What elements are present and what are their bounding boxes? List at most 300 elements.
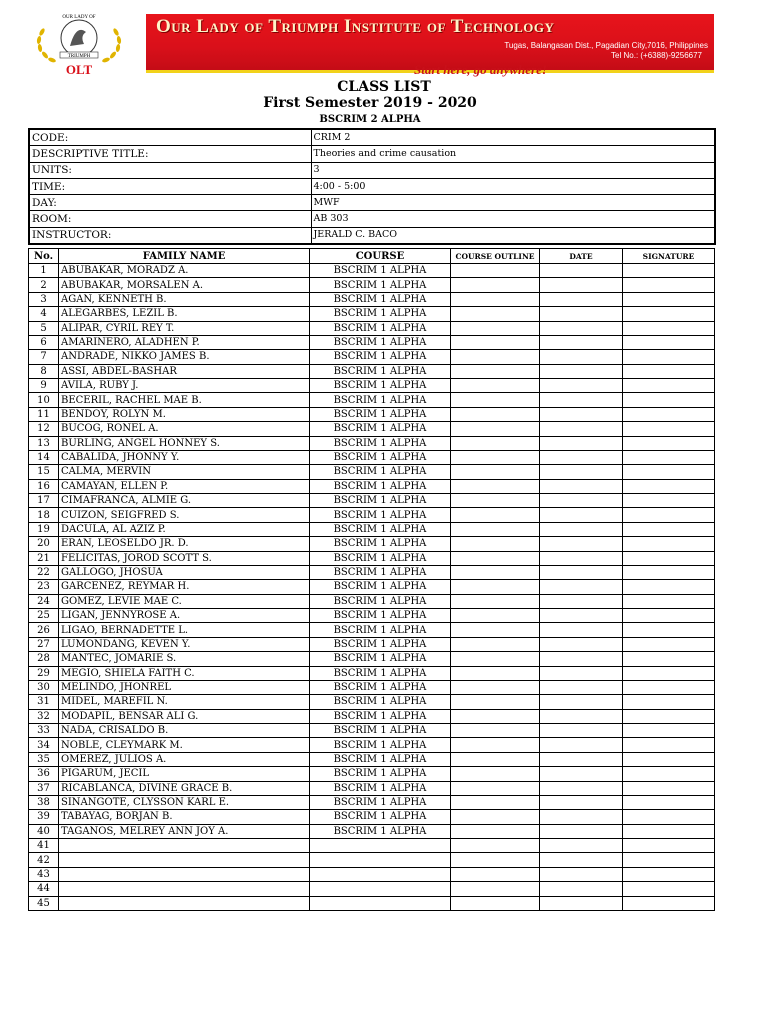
info-label: DAY: xyxy=(29,195,311,211)
table-row xyxy=(29,264,715,278)
date-cell xyxy=(540,839,623,853)
course-outline-cell xyxy=(451,436,540,450)
row-number: 14 xyxy=(29,450,59,464)
date-cell xyxy=(540,652,623,666)
student-course: BSCRIM 1 ALPHA xyxy=(310,580,451,594)
row-number: 37 xyxy=(29,781,59,795)
course-outline-cell xyxy=(451,321,540,335)
student-name: ABUBAKAR, MORSALEN A. xyxy=(59,278,310,292)
student-name: AGAN, KENNETH B. xyxy=(59,292,310,306)
course-outline-cell xyxy=(451,882,540,896)
table-row xyxy=(29,666,715,680)
course-outline-cell xyxy=(451,680,540,694)
student-course: BSCRIM 1 ALPHA xyxy=(310,594,451,608)
signature-cell xyxy=(623,623,715,637)
signature-cell xyxy=(623,680,715,694)
student-name: MELINDO, JHONREL xyxy=(59,680,310,694)
date-cell xyxy=(540,436,623,450)
row-number: 44 xyxy=(29,882,59,896)
info-label: DESCRIPTIVE TITLE: xyxy=(29,146,311,162)
signature-cell xyxy=(623,508,715,522)
row-number: 30 xyxy=(29,680,59,694)
info-label: TIME: xyxy=(29,178,311,194)
signature-cell xyxy=(623,321,715,335)
course-outline-cell xyxy=(451,407,540,421)
row-number: 27 xyxy=(29,637,59,651)
student-name: TAGANOS, MELREY ANN JOY A. xyxy=(59,824,310,838)
document-title: CLASS LIST xyxy=(337,79,431,95)
student-course: BSCRIM 1 ALPHA xyxy=(310,652,451,666)
table-row xyxy=(29,767,715,781)
date-cell xyxy=(540,364,623,378)
signature-cell xyxy=(623,436,715,450)
date-cell xyxy=(540,867,623,881)
student-course xyxy=(310,896,451,910)
school-banner xyxy=(28,10,714,78)
table-row xyxy=(29,738,715,752)
student-course: BSCRIM 1 ALPHA xyxy=(310,407,451,421)
row-number: 19 xyxy=(29,522,59,536)
course-outline-cell xyxy=(451,738,540,752)
student-name xyxy=(59,867,310,881)
row-number: 26 xyxy=(29,623,59,637)
course-outline-cell xyxy=(451,450,540,464)
student-course: BSCRIM 1 ALPHA xyxy=(310,565,451,579)
table-row xyxy=(29,680,715,694)
date-cell xyxy=(540,695,623,709)
date-cell xyxy=(540,709,623,723)
student-course: BSCRIM 1 ALPHA xyxy=(310,494,451,508)
course-outline-cell xyxy=(451,594,540,608)
course-outline-cell xyxy=(451,795,540,809)
signature-cell xyxy=(623,738,715,752)
signature-cell xyxy=(623,853,715,867)
student-name: FELICITAS, JOROD SCOTT S. xyxy=(59,551,310,565)
row-number: 6 xyxy=(29,335,59,349)
course-outline-cell xyxy=(451,307,540,321)
signature-cell xyxy=(623,609,715,623)
course-outline-cell xyxy=(451,810,540,824)
student-course: BSCRIM 1 ALPHA xyxy=(310,508,451,522)
table-row xyxy=(29,594,715,608)
student-name: CAMAYAN, ELLEN P. xyxy=(59,479,310,493)
student-name: GOMEZ, LEVIE MAE C. xyxy=(59,594,310,608)
course-outline-cell xyxy=(451,364,540,378)
table-row xyxy=(29,781,715,795)
date-cell xyxy=(540,824,623,838)
school-logo xyxy=(28,10,140,78)
course-info-table xyxy=(28,128,716,245)
table-row xyxy=(29,494,715,508)
row-number: 10 xyxy=(29,393,59,407)
table-row xyxy=(29,450,715,464)
table-row xyxy=(29,335,715,349)
info-row xyxy=(29,195,715,211)
table-row xyxy=(29,465,715,479)
course-outline-cell xyxy=(451,508,540,522)
info-value: JERALD C. BACO xyxy=(311,227,715,244)
course-outline-cell xyxy=(451,278,540,292)
course-outline-cell xyxy=(451,264,540,278)
signature-cell xyxy=(623,752,715,766)
student-course: BSCRIM 1 ALPHA xyxy=(310,695,451,709)
student-course xyxy=(310,867,451,881)
row-number: 32 xyxy=(29,709,59,723)
student-course: BSCRIM 1 ALPHA xyxy=(310,551,451,565)
header-course-outline: COURSE OUTLINE xyxy=(451,249,540,264)
course-outline-cell xyxy=(451,479,540,493)
student-course: BSCRIM 1 ALPHA xyxy=(310,522,451,536)
info-row xyxy=(29,211,715,227)
signature-cell xyxy=(623,882,715,896)
header-signature: SIGNATURE xyxy=(623,249,715,264)
signature-cell xyxy=(623,839,715,853)
table-row xyxy=(29,609,715,623)
date-cell xyxy=(540,565,623,579)
course-outline-cell xyxy=(451,652,540,666)
course-outline-cell xyxy=(451,465,540,479)
course-outline-cell xyxy=(451,695,540,709)
date-cell xyxy=(540,321,623,335)
signature-cell xyxy=(623,637,715,651)
row-number: 35 xyxy=(29,752,59,766)
student-name: ERAN, LEOSELDO JR. D. xyxy=(59,537,310,551)
table-row xyxy=(29,882,715,896)
student-course: BSCRIM 1 ALPHA xyxy=(310,436,451,450)
date-cell xyxy=(540,666,623,680)
row-number: 13 xyxy=(29,436,59,450)
student-course xyxy=(310,882,451,896)
student-name: MODAPIL, BENSAR ALI G. xyxy=(59,709,310,723)
student-name: CIMAFRANCA, ALMIE G. xyxy=(59,494,310,508)
student-course: BSCRIM 1 ALPHA xyxy=(310,379,451,393)
row-number: 34 xyxy=(29,738,59,752)
date-cell xyxy=(540,292,623,306)
row-number: 9 xyxy=(29,379,59,393)
date-cell xyxy=(540,724,623,738)
date-cell xyxy=(540,795,623,809)
row-number: 17 xyxy=(29,494,59,508)
table-row xyxy=(29,436,715,450)
row-number: 7 xyxy=(29,350,59,364)
row-number: 11 xyxy=(29,407,59,421)
signature-cell xyxy=(623,724,715,738)
course-outline-cell xyxy=(451,752,540,766)
row-number: 2 xyxy=(29,278,59,292)
student-name: GARCENEZ, REYMAR H. xyxy=(59,580,310,594)
row-number: 36 xyxy=(29,767,59,781)
student-name: MEGIO, SHIELA FAITH C. xyxy=(59,666,310,680)
info-value: MWF xyxy=(311,195,715,211)
student-course: BSCRIM 1 ALPHA xyxy=(310,810,451,824)
info-label: CODE: xyxy=(29,129,311,146)
header-course: COURSE xyxy=(310,249,451,264)
signature-cell xyxy=(623,580,715,594)
logo-text: OLT xyxy=(65,62,93,77)
student-name: ASSI, ABDEL-BASHAR xyxy=(59,364,310,378)
student-course: BSCRIM 1 ALPHA xyxy=(310,292,451,306)
school-name: Our Lady of Triumph Institute of Technology xyxy=(156,16,555,37)
student-course: BSCRIM 1 ALPHA xyxy=(310,623,451,637)
info-label: INSTRUCTOR: xyxy=(29,227,311,244)
course-outline-cell xyxy=(451,896,540,910)
student-course: BSCRIM 1 ALPHA xyxy=(310,680,451,694)
course-outline-cell xyxy=(451,767,540,781)
signature-cell xyxy=(623,307,715,321)
date-cell xyxy=(540,508,623,522)
student-course: BSCRIM 1 ALPHA xyxy=(310,307,451,321)
course-outline-cell xyxy=(451,853,540,867)
info-row xyxy=(29,227,715,244)
student-course: BSCRIM 1 ALPHA xyxy=(310,465,451,479)
table-row xyxy=(29,522,715,536)
row-number: 23 xyxy=(29,580,59,594)
row-number: 39 xyxy=(29,810,59,824)
student-course: BSCRIM 1 ALPHA xyxy=(310,350,451,364)
student-name: SINANGOTE, CLYSSON KARL E. xyxy=(59,795,310,809)
student-name: NOBLE, CLEYMARK M. xyxy=(59,738,310,752)
student-course: BSCRIM 1 ALPHA xyxy=(310,393,451,407)
row-number: 29 xyxy=(29,666,59,680)
table-row xyxy=(29,853,715,867)
date-cell xyxy=(540,594,623,608)
date-cell xyxy=(540,537,623,551)
table-row xyxy=(29,321,715,335)
student-name: BECERIL, RACHEL MAE B. xyxy=(59,393,310,407)
student-name: ANDRADE, NIKKO JAMES B. xyxy=(59,350,310,364)
student-course: BSCRIM 1 ALPHA xyxy=(310,767,451,781)
signature-cell xyxy=(623,278,715,292)
course-outline-cell xyxy=(451,350,540,364)
course-outline-cell xyxy=(451,709,540,723)
date-cell xyxy=(540,350,623,364)
date-cell xyxy=(540,479,623,493)
student-name xyxy=(59,853,310,867)
signature-cell xyxy=(623,407,715,421)
student-name: CALMA, MERVIN xyxy=(59,465,310,479)
date-cell xyxy=(540,379,623,393)
student-course: BSCRIM 1 ALPHA xyxy=(310,537,451,551)
header-no: No. xyxy=(29,249,59,264)
signature-cell xyxy=(623,364,715,378)
signature-cell xyxy=(623,594,715,608)
signature-cell xyxy=(623,824,715,838)
row-number: 28 xyxy=(29,652,59,666)
student-name: BURLING, ANGEL HONNEY S. xyxy=(59,436,310,450)
student-name: AVILA, RUBY J. xyxy=(59,379,310,393)
date-cell xyxy=(540,810,623,824)
student-course: BSCRIM 1 ALPHA xyxy=(310,824,451,838)
row-number: 45 xyxy=(29,896,59,910)
table-row xyxy=(29,350,715,364)
student-course: BSCRIM 1 ALPHA xyxy=(310,709,451,723)
student-name: BUCOG, RONEL A. xyxy=(59,422,310,436)
student-name xyxy=(59,839,310,853)
table-row xyxy=(29,724,715,738)
student-name: RICABLANCA, DIVINE GRACE B. xyxy=(59,781,310,795)
student-course: BSCRIM 1 ALPHA xyxy=(310,321,451,335)
student-name: ALEGARBES, LEZIL B. xyxy=(59,307,310,321)
student-course: BSCRIM 1 ALPHA xyxy=(310,637,451,651)
table-row xyxy=(29,479,715,493)
course-outline-cell xyxy=(451,666,540,680)
signature-cell xyxy=(623,264,715,278)
row-number: 16 xyxy=(29,479,59,493)
student-name: TABAYAG, BORJAN B. xyxy=(59,810,310,824)
table-row xyxy=(29,695,715,709)
row-number: 42 xyxy=(29,853,59,867)
info-label: ROOM: xyxy=(29,211,311,227)
student-course: BSCRIM 1 ALPHA xyxy=(310,781,451,795)
course-outline-cell xyxy=(451,824,540,838)
date-cell xyxy=(540,422,623,436)
row-number: 5 xyxy=(29,321,59,335)
table-row xyxy=(29,896,715,910)
info-row xyxy=(29,162,715,178)
school-address: Tugas, Balangasan Dist., Pagadian City,7016, Philippines xyxy=(504,41,708,50)
signature-cell xyxy=(623,450,715,464)
date-cell xyxy=(540,853,623,867)
student-name xyxy=(59,896,310,910)
date-cell xyxy=(540,522,623,536)
row-number: 41 xyxy=(29,839,59,853)
class-list-table xyxy=(28,248,715,911)
row-number: 31 xyxy=(29,695,59,709)
course-outline-cell xyxy=(451,724,540,738)
row-number: 20 xyxy=(29,537,59,551)
date-cell xyxy=(540,465,623,479)
signature-cell xyxy=(623,896,715,910)
date-cell xyxy=(540,393,623,407)
student-name xyxy=(59,882,310,896)
signature-cell xyxy=(623,666,715,680)
student-course: BSCRIM 1 ALPHA xyxy=(310,364,451,378)
course-outline-cell xyxy=(451,867,540,881)
date-cell xyxy=(540,307,623,321)
date-cell xyxy=(540,450,623,464)
row-number: 43 xyxy=(29,867,59,881)
student-course: BSCRIM 1 ALPHA xyxy=(310,335,451,349)
course-outline-cell xyxy=(451,537,540,551)
row-number: 38 xyxy=(29,795,59,809)
table-row xyxy=(29,623,715,637)
info-label: UNITS: xyxy=(29,162,311,178)
table-row xyxy=(29,637,715,651)
signature-cell xyxy=(623,709,715,723)
table-row xyxy=(29,307,715,321)
row-number: 24 xyxy=(29,594,59,608)
student-course: BSCRIM 1 ALPHA xyxy=(310,450,451,464)
signature-cell xyxy=(623,810,715,824)
row-number: 1 xyxy=(29,264,59,278)
course-outline-cell xyxy=(451,623,540,637)
logo-banner-text: TRIUMPH xyxy=(67,54,91,59)
date-cell xyxy=(540,738,623,752)
signature-cell xyxy=(623,767,715,781)
student-course: BSCRIM 1 ALPHA xyxy=(310,479,451,493)
date-cell xyxy=(540,637,623,651)
row-number: 18 xyxy=(29,508,59,522)
student-name: ALIPAR, CYRIL REY T. xyxy=(59,321,310,335)
signature-cell xyxy=(623,465,715,479)
student-name: OMEREZ, JULIOS A. xyxy=(59,752,310,766)
table-row xyxy=(29,551,715,565)
info-value: CRIM 2 xyxy=(311,129,715,146)
course-outline-cell xyxy=(451,494,540,508)
row-number: 40 xyxy=(29,824,59,838)
table-row xyxy=(29,364,715,378)
table-row xyxy=(29,709,715,723)
date-cell xyxy=(540,407,623,421)
signature-cell xyxy=(623,335,715,349)
table-row xyxy=(29,652,715,666)
header-date: DATE xyxy=(540,249,623,264)
date-cell xyxy=(540,752,623,766)
row-number: 33 xyxy=(29,724,59,738)
table-row xyxy=(29,839,715,853)
student-course: BSCRIM 1 ALPHA xyxy=(310,278,451,292)
semester-title: First Semester 2019 - 2020 xyxy=(263,95,477,111)
signature-cell xyxy=(623,652,715,666)
signature-cell xyxy=(623,292,715,306)
student-name: MIDEL, MAREFIL N. xyxy=(59,695,310,709)
course-outline-cell xyxy=(451,422,540,436)
row-number: 25 xyxy=(29,609,59,623)
student-name: LUMONDANG, KEVEN Y. xyxy=(59,637,310,651)
student-name: NADA, CRISALDO B. xyxy=(59,724,310,738)
student-name: DACULA, AL AZIZ P. xyxy=(59,522,310,536)
course-outline-cell xyxy=(451,522,540,536)
student-course: BSCRIM 1 ALPHA xyxy=(310,738,451,752)
course-outline-cell xyxy=(451,379,540,393)
table-row xyxy=(29,824,715,838)
date-cell xyxy=(540,896,623,910)
signature-cell xyxy=(623,393,715,407)
section-title: BSCRIM 2 ALPHA xyxy=(319,114,421,125)
student-name: LIGAO, BERNADETTE L. xyxy=(59,623,310,637)
signature-cell xyxy=(623,379,715,393)
signature-cell xyxy=(623,479,715,493)
table-row xyxy=(29,508,715,522)
date-cell xyxy=(540,781,623,795)
date-cell xyxy=(540,551,623,565)
row-number: 15 xyxy=(29,465,59,479)
signature-cell xyxy=(623,350,715,364)
signature-cell xyxy=(623,422,715,436)
student-name: CABALIDA, JHONNY Y. xyxy=(59,450,310,464)
row-number: 12 xyxy=(29,422,59,436)
signature-cell xyxy=(623,867,715,881)
student-name: CUIZON, SEIGFRED S. xyxy=(59,508,310,522)
table-row xyxy=(29,810,715,824)
date-cell xyxy=(540,882,623,896)
table-row xyxy=(29,278,715,292)
table-row xyxy=(29,752,715,766)
course-outline-cell xyxy=(451,839,540,853)
table-row xyxy=(29,407,715,421)
info-value: 3 xyxy=(311,162,715,178)
student-course: BSCRIM 1 ALPHA xyxy=(310,666,451,680)
student-course: BSCRIM 1 ALPHA xyxy=(310,752,451,766)
row-number: 3 xyxy=(29,292,59,306)
info-value: AB 303 xyxy=(311,211,715,227)
row-number: 22 xyxy=(29,565,59,579)
class-list-header-row xyxy=(29,249,715,264)
table-row xyxy=(29,565,715,579)
table-row xyxy=(29,379,715,393)
table-row xyxy=(29,292,715,306)
student-course: BSCRIM 1 ALPHA xyxy=(310,264,451,278)
